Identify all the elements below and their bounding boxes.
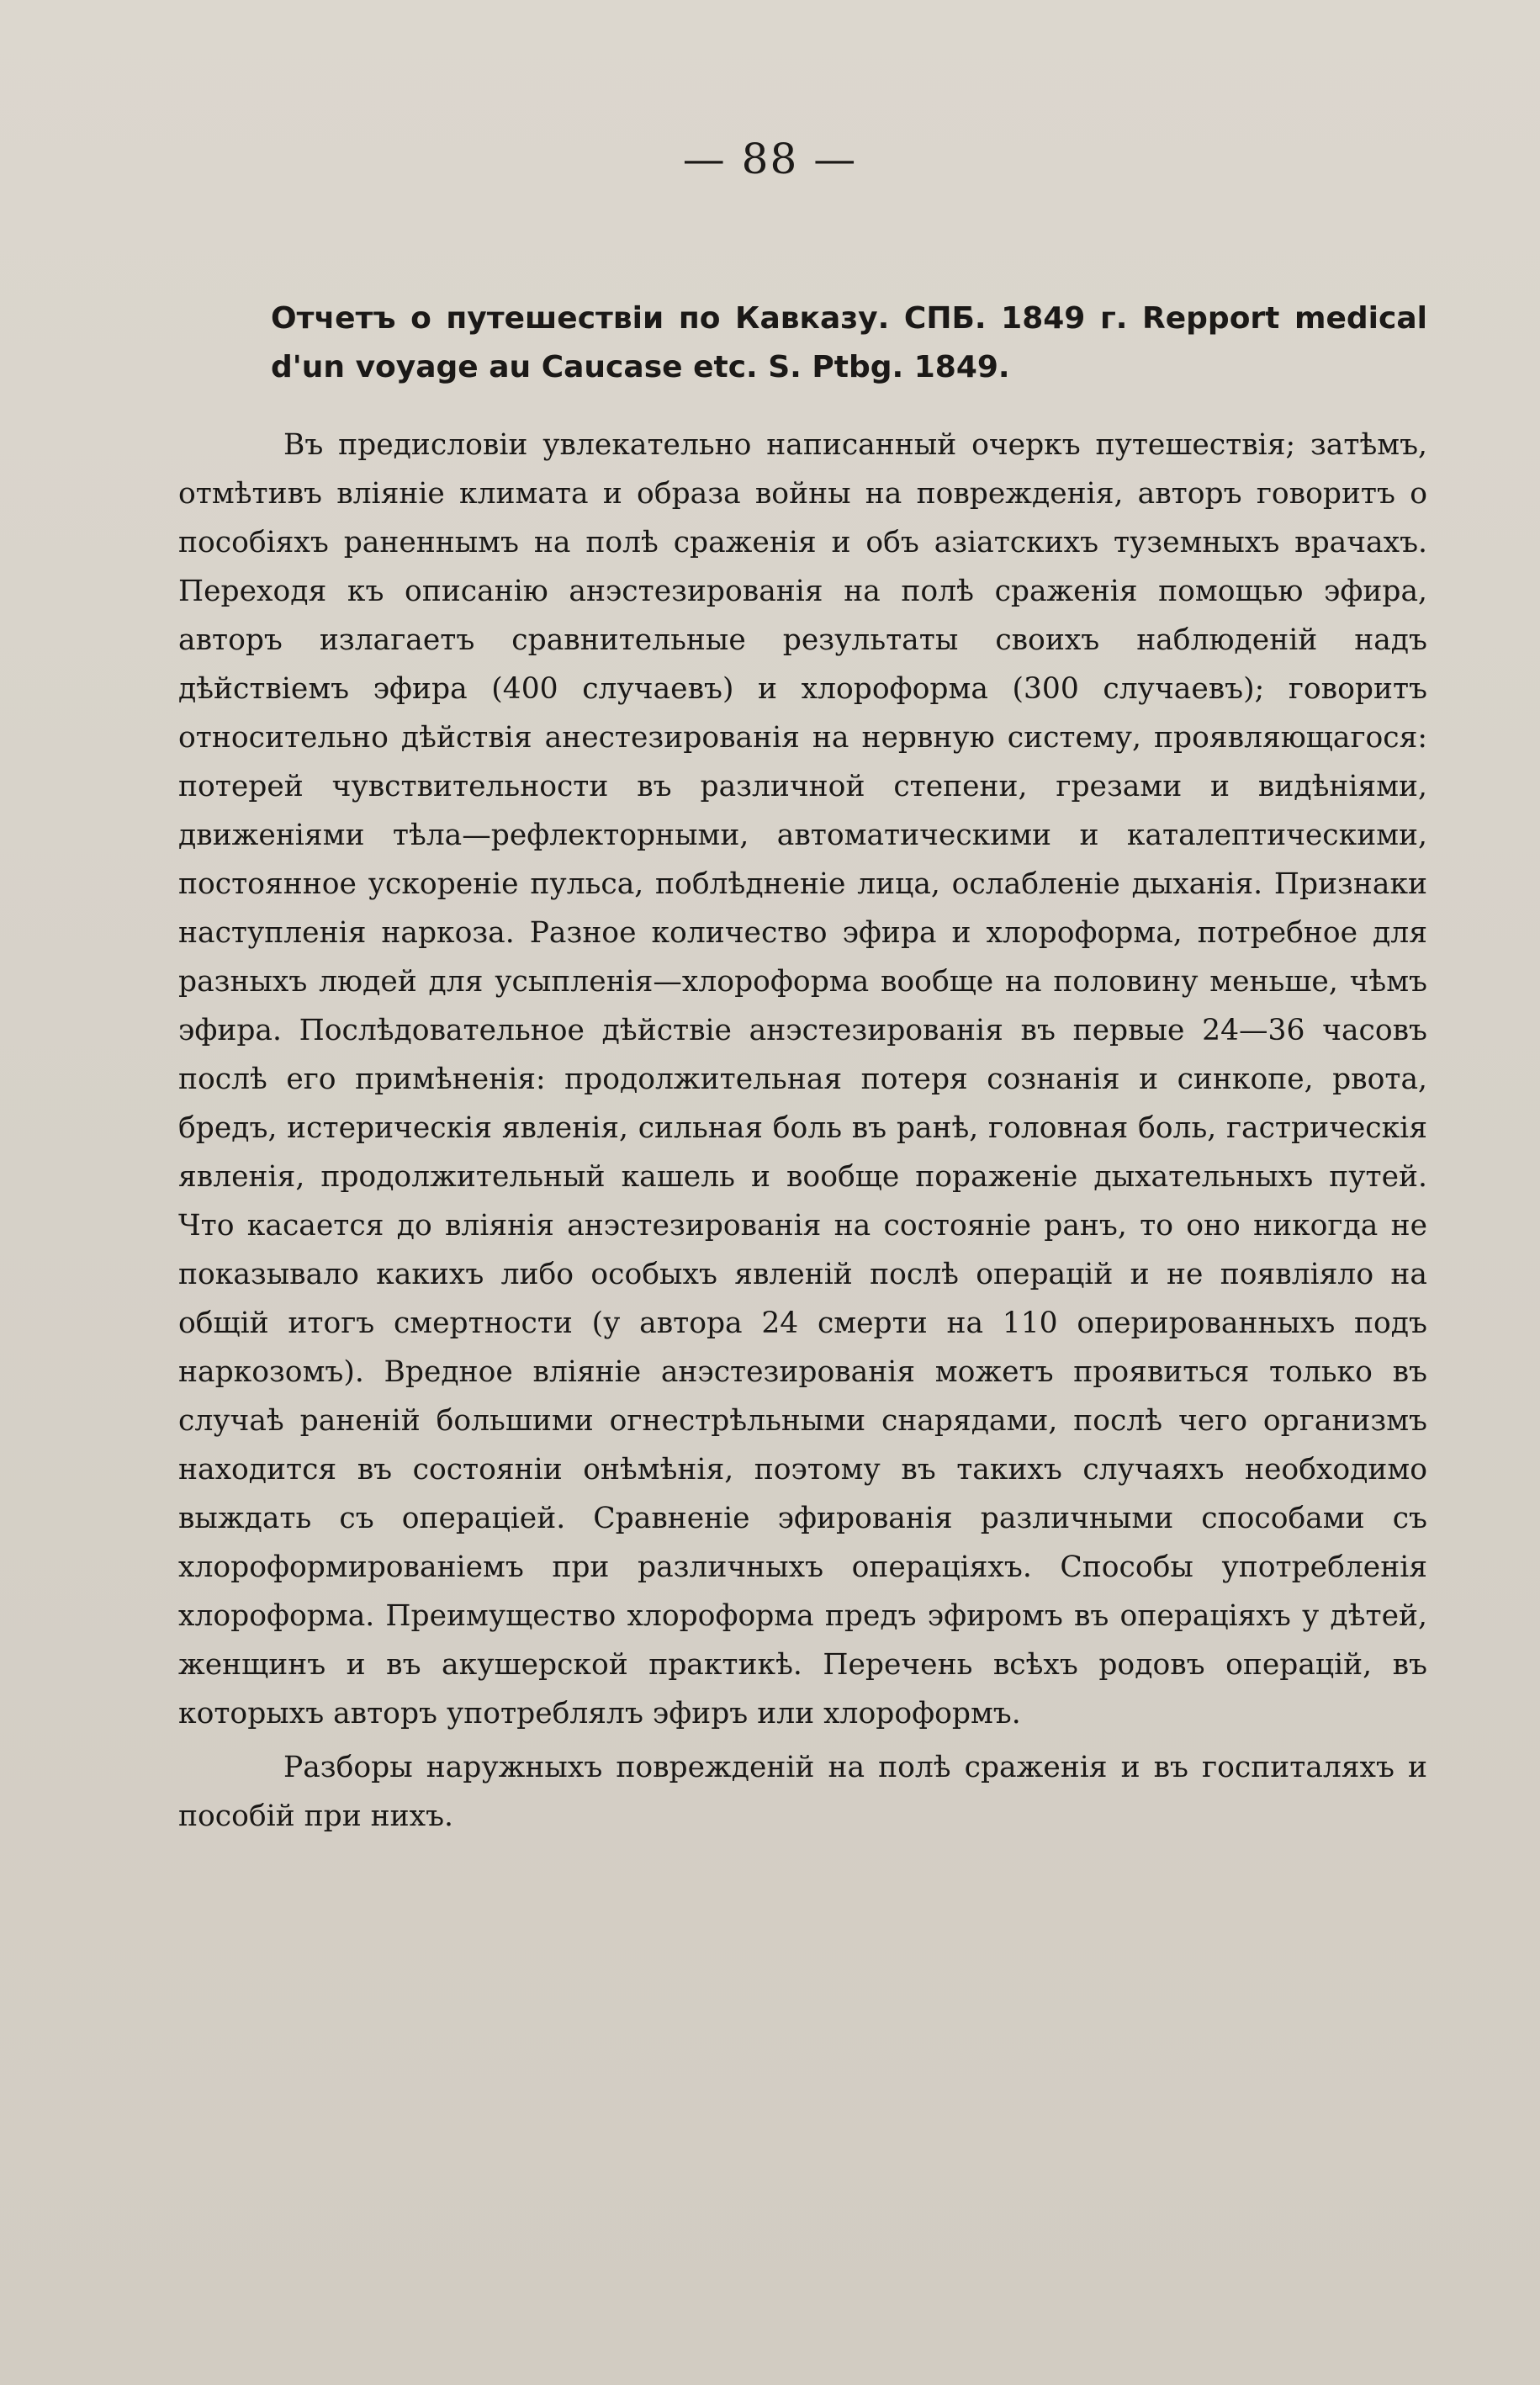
paragraph: Въ предисловіи увлекательно написанный очеркъ путешествія; затѣмъ, отмѣтивъ вліяніе климата и образа войны на поврежденія, авторъ говоритъ о пособіяхъ раненнымъ на полѣ сраженія и объ азіатскихъ туземныхъ врачахъ. Переходя къ описанію анэстезированія на полѣ сраженія помощью эфира, авторъ излагаетъ сравнительные результаты своихъ наблюденій надъ дѣйствіемъ эфира (400 случаевъ) и хлороформа (300 случаевъ); говоритъ относительно дѣйствія анестезированія на нервную систему, проявляющагося: потерей чувствительности въ различной степени, грезами и видѣніями, движеніями тѣла—рефлекторными, автоматическими и каталептическими, постоянное ускореніе пульса, поблѣдненіе лица, ослабленіе дыханія. Признаки наступленія наркоза. Разное количество эфира и хлороформа, потребное для разныхъ людей для усыпленія—хлороформа вообще на половину меньше, чѣмъ эфира. Послѣдовательное дѣйствіе анэстезированія въ первые 24—36 часовъ послѣ его примѣненія: продолжительная потеря сознанія и синкопе, рвота, бредъ, истерическія явленія, сильная боль въ ранѣ, головная боль, гастрическія явленія, продолжительный кашель и вообще пораженіе дыхательныхъ путей. Что касается до вліянія анэстезированія на состояніе ранъ, то оно никогда не показывало какихъ либо особыхъ явленій послѣ операцій и не появліяло на общій итогъ смертности (у автора 24 смерти на 110 оперированныхъ подъ наркозомъ). Вредное вліяніе анэстезированія можетъ проявиться только въ случаѣ раненій большими огнестрѣльными снарядами, послѣ чего организмъ находится въ состояніи онѣмѣнія, поэтому въ такихъ случаяхъ необходимо выждать съ операціей. Сравненіе эфированія различными способами съ хлороформированіемъ при различныхъ операціяхъ. Способы употребленія хлороформа. Преимущество хлороформа предъ эфиромъ въ операціяхъ у дѣтей, женщинъ и въ акушерской практикѣ. Перечень всѣхъ родовъ операцій, въ которыхъ авторъ употреблялъ эфиръ или хлороформъ. [178, 428, 1427, 1730]
summary-text [178, 421, 1427, 1841]
page-number: — 88 — [682, 135, 858, 183]
bibliographic-heading: Отчетъ о путешествіи по Кавказу. СПБ. 1849 г. Repport medical d'un voyage au Caucase etc. S. Ptbg. 1849. [271, 301, 1427, 384]
paragraph: Разборы наружныхъ поврежденій на полѣ сраженія и въ госпиталяхъ и пособій при нихъ. [178, 1751, 1427, 1833]
